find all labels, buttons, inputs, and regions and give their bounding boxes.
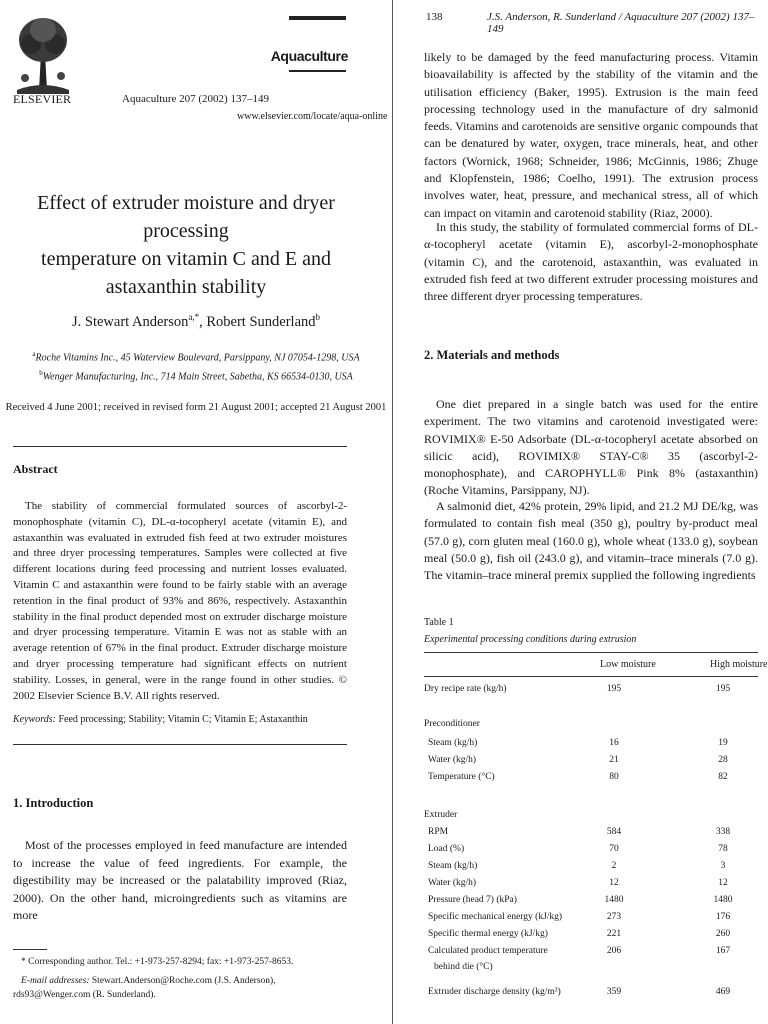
- title-line: temperature on vitamin C and E and: [41, 248, 331, 270]
- row-label: Temperature (°C): [428, 772, 495, 782]
- body-paragraph: A salmonid diet, 42% protein, 29% lipid, and 21.2 MJ DE/kg, was formulated to contain fish meal (350 g), poultry by-product meal (57.0 g), corn gluten meal (160.0 g), whole wheat (133.0 g), soybean meal (50.0 g), fish oil (243.0 g), and vitamin–trace minerals (7.0 g). The vitamin–trace mineral premix supplied the following ingredients: [424, 499, 758, 583]
- introduction-text: Most of the processes employed in feed manufacture are intended to increase the value of feed ingredients. For example, the digestibility may be increased or the palatability improved (Riaz, 2000). On the other hand, microingredients such as vitamins are more: [13, 838, 347, 922]
- table-row: [424, 987, 758, 1003]
- cell-low: 16: [609, 738, 619, 748]
- author-marks: a,*: [188, 312, 200, 322]
- publisher-name: ELSEVIER: [13, 92, 72, 106]
- table-row: [424, 929, 758, 945]
- keywords-label: Keywords:: [13, 714, 56, 725]
- cell-high: 469: [715, 987, 731, 997]
- row-label: Water (kg/h): [428, 878, 477, 888]
- cell-low: 195: [606, 684, 622, 694]
- affiliation: [0, 350, 392, 363]
- table-caption: Experimental processing conditions during extrusion: [424, 634, 637, 645]
- author-name: J. Stewart Anderson: [71, 313, 189, 330]
- citation: Aquaculture 207 (2002) 137–149: [122, 93, 269, 105]
- table-row: [424, 844, 758, 860]
- journal-url[interactable]: www.elsevier.com/locate/aqua-online: [237, 111, 388, 122]
- column-header-low-moisture: Low moisture: [600, 659, 656, 670]
- cell-low: 80: [609, 772, 619, 782]
- table-row: [424, 684, 758, 700]
- cell-low: 12: [609, 878, 619, 888]
- keywords: [13, 714, 347, 725]
- table-rule-top: [424, 652, 758, 653]
- cell-high: 28: [718, 755, 728, 765]
- table-row: [424, 772, 758, 788]
- row-label: Calculated product temperature: [428, 946, 548, 956]
- section-heading-methods: 2. Materials and methods: [424, 348, 560, 362]
- email-label: E-mail addresses:: [21, 976, 90, 986]
- table-row: [424, 755, 758, 771]
- body-paragraph: In this study, the stability of formulated commercial forms of DL-α-tocopheryl acetate (vitamin E), ascorbyl-2-monophosphate (vitamin C), and the carotenoid, astaxanthin, was evaluated in extruded fish feed at two different extruder processing moistures and three different dryer processing temperatures.: [424, 220, 758, 304]
- table-group-label: Preconditioner: [424, 719, 480, 729]
- cell-low: 359: [606, 987, 622, 997]
- table-row: [424, 861, 758, 877]
- affiliation-text: Wenger Manufacturing, Inc., 714 Main Street, Sabetha, KS 66534-0130, USA: [42, 371, 353, 383]
- row-label: Water (kg/h): [428, 755, 477, 765]
- footnote-rule: [13, 949, 47, 950]
- author-marks: b: [315, 312, 321, 322]
- cell-high: 82: [718, 772, 728, 782]
- table-row: [424, 946, 758, 978]
- footnote-email: [13, 974, 347, 1002]
- abstract-text: The stability of commercial formulated sources of ascorbyl-2-monophosphate (vitamin C), DL-α-tocopheryl acetate (vitamin E), and astaxanthin was evaluated in extruded fish feed at two extruder moistures and three dryer processing temperatures. Samples were collected at five different locations during feed processing and nutrient losses evaluated. Vitamin C and astaxanthin were found to be fairly stable with an average retention in the final product of 93% and 86%, respectively. Astaxanthin stability in the final product depended most on extruder discharge moisture and dryer processing temperature. Vitamin E was not as stable with an average retention of 67% in the final product. Extruder discharge moisture and dryer processing temperature had significant effects on nutrient stability. Losses, in general, were in the range found in other studies. © 2002 Elsevier Science B.V. All rights reserved.: [13, 500, 347, 702]
- section-heading-introduction: 1. Introduction: [13, 796, 94, 810]
- cell-high: 3: [720, 861, 726, 871]
- abstract-rule-top: [13, 446, 347, 447]
- cell-low: 70: [609, 844, 619, 854]
- author-separator: ,: [199, 313, 207, 330]
- row-label: Load (%): [428, 844, 465, 854]
- journal-rule-bottom: [289, 70, 346, 72]
- author-name: Robert Sunderland: [206, 313, 316, 330]
- abstract-rule-bottom: [13, 744, 347, 745]
- page-number: 138: [426, 11, 443, 23]
- body-paragraph: One diet prepared in a single batch was used for the entire experiment. The two vitamins and carotenoid investigated were: ROVIMIX® E-50 Adsorbate (DL-α-tocopheryl acetate absorbed on silicic acid), ROVIMIX® STAY-C® 35 (ascorbyl-2-monophosphate), and CAROPHYLL® Pink 8% (astaxanthin) (Roche Vitamins, Parsippany, NJ).: [424, 397, 758, 498]
- table-row: [424, 738, 758, 754]
- authors-line: [0, 312, 392, 331]
- cell-low: 273: [606, 912, 622, 922]
- running-head: J.S. Anderson, R. Sunderland / Aquaculture 207 (2002) 137–149: [487, 11, 755, 35]
- cell-high: 195: [715, 684, 731, 694]
- cell-high: 167: [715, 946, 731, 956]
- affiliation-mark: a: [32, 350, 36, 358]
- cell-high: 1480: [713, 895, 733, 905]
- elsevier-tree-logo: [13, 14, 73, 96]
- affiliation-text: Roche Vitamins Inc., 45 Waterview Boulevard, Parsippany, NJ 07054-1298, USA: [35, 352, 360, 364]
- paper-title: [20, 189, 352, 301]
- row-label: Steam (kg/h): [428, 861, 478, 871]
- row-label: Extruder discharge density (kg/m³): [428, 987, 561, 997]
- table-row: [424, 895, 758, 911]
- email-addresses: Stewart.Anderson@Roche.com (J.S. Anderson), rds93@Wenger.com (R. Sunderland).: [13, 976, 276, 1000]
- abstract-heading: Abstract: [13, 462, 58, 476]
- row-label: Pressure (head 7) (kPa): [428, 895, 517, 905]
- cell-low: 206: [606, 946, 622, 956]
- cell-low: 1480: [604, 895, 624, 905]
- affiliation: [0, 369, 392, 382]
- affiliation-mark: b: [39, 369, 43, 377]
- cell-low: 21: [609, 755, 619, 765]
- journal-rule-top: [289, 16, 346, 20]
- journal-name: Aquaculture: [270, 48, 348, 64]
- row-label: Specific thermal energy (kJ/kg): [428, 929, 548, 939]
- row-label-continuation: behind die (°C): [434, 962, 493, 972]
- cell-high: 260: [715, 929, 731, 939]
- body-paragraph: likely to be damaged by the feed manufacturing process. Vitamin bioavailability is affected by the stability of the vitamin and the utilisation efficiency (Baker, 1995). Extrusion is the main feed processing technology used in the manufacture of dry salmonid feeds. Vitamins and carotenoids are sensitive organic compounds that can be denatured by water, oxygen, trace minerals, heat, and other factors (Wornick, 1968; Schneider, 1986; McGinnis, 1986; Zhuge and Klopfenstein, 1986; Coelho, 1991). The extrusion process involves water, heat, pressure, and mechanical stress, all of which can impact on vitamin and carotenoid stability (Riaz, 2000).: [424, 50, 758, 220]
- table-row: [424, 912, 758, 928]
- table-row: [424, 827, 758, 843]
- title-line: Effect of extruder moisture and dryer processing: [37, 192, 335, 242]
- cell-low: 2: [611, 861, 617, 871]
- row-label: Dry recipe rate (kg/h): [424, 684, 507, 694]
- row-label: Steam (kg/h): [428, 738, 478, 748]
- cell-high: 12: [718, 878, 728, 888]
- table-label: Table 1: [424, 617, 454, 628]
- cell-low: 221: [606, 929, 622, 939]
- cell-low: 584: [606, 827, 622, 837]
- cell-high: 78: [718, 844, 728, 854]
- column-header-high-moisture: High moisture: [710, 659, 768, 670]
- footnote-corresponding: * Corresponding author. Tel.: +1-973-257-8294; fax: +1-973-257-8653.: [21, 957, 294, 967]
- title-line: astaxanthin stability: [105, 276, 267, 298]
- table-row: [424, 878, 758, 894]
- cell-high: 19: [718, 738, 728, 748]
- keywords-list: Feed processing; Stability; Vitamin C; Vitamin E; Astaxanthin: [58, 714, 308, 725]
- table-rule-header: [424, 676, 758, 677]
- cell-high: 176: [715, 912, 731, 922]
- table-group-label: Extruder: [424, 810, 458, 820]
- received-dates: Received 4 June 2001; received in revised form 21 August 2001; accepted 21 August 2001: [5, 402, 387, 413]
- cell-high: 338: [715, 827, 731, 837]
- page-divider: [392, 0, 393, 1024]
- row-label: RPM: [428, 827, 449, 837]
- row-label: Specific mechanical energy (kJ/kg): [428, 912, 563, 922]
